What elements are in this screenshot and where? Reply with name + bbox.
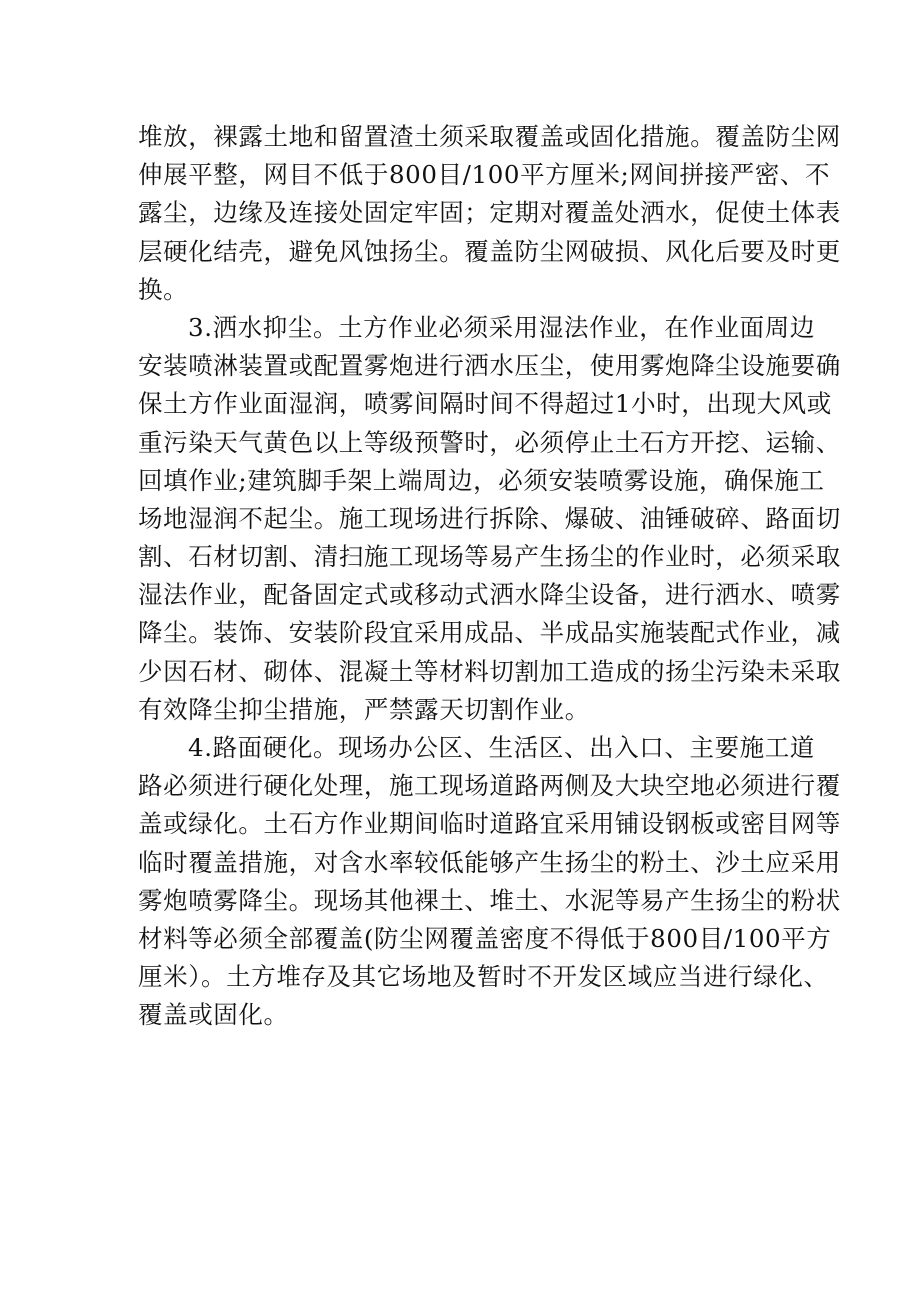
text-line: 材料等必须全部覆盖(防尘网覆盖密度不得低于800目/100平方 bbox=[138, 923, 832, 953]
text-line: 场地湿润不起尘。施工现场进行拆除、爆破、油锤破碎、路面切 bbox=[138, 503, 841, 533]
text-line: 雾炮喷雾降尘。现场其他裸土、堆土、水泥等易产生扬尘的粉状 bbox=[138, 885, 841, 915]
text-line: 回填作业;建筑脚手架上端周边，必须安装喷雾设施，确保施工 bbox=[138, 465, 825, 495]
text-line: 降尘。装饰、安装阶段宜采用成品、半成品实施装配式作业，减 bbox=[138, 618, 841, 648]
text-line: 伸展平整，网目不低于800目/100平方厘米;网间拼接严密、不 bbox=[138, 160, 831, 190]
section-3-heading-line: 3.洒水抑尘。土方作业必须采用湿法作业，在作业面周边 bbox=[188, 312, 815, 342]
text-line: 覆盖或固化。 bbox=[138, 1000, 289, 1030]
section-4-heading-line: 4.路面硬化。现场办公区、生活区、出入口、主要施工道 bbox=[188, 733, 815, 762]
text-line: 临时覆盖措施，对含水率较低能够产生扬尘的粉土、沙土应采用 bbox=[138, 847, 841, 877]
text-line: 厘米）。土方堆存及其它场地及暂时不开发区域应当进行绿化、 bbox=[138, 962, 829, 992]
text-line: 保土方作业面湿润，喷雾间隔时间不得超过1小时，出现大风或 bbox=[138, 389, 832, 419]
text-line: 重污染天气黄色以上等级预警时，必须停止土石方开挖、运输、 bbox=[138, 427, 841, 457]
text-line: 少因石材、砌体、混凝土等材料切割加工造成的扬尘污染未采取 bbox=[138, 656, 841, 686]
text-line: 割、石材切割、清扫施工现场等易产生扬尘的作业时，必须采取 bbox=[138, 542, 841, 572]
text-line: 换。 bbox=[138, 274, 189, 304]
text-line: 层硬化结壳，避免风蚀扬尘。覆盖防尘网破损、风化后要及时更 bbox=[138, 236, 841, 266]
text-line: 安装喷淋装置或配置雾炮进行洒水压尘，使用雾炮降尘设施要确 bbox=[138, 351, 841, 381]
text-line: 盖或绿化。土石方作业期间临时道路宜采用铺设钢板或密目网等 bbox=[138, 809, 841, 839]
text-line: 有效降尘抑尘措施，严禁露天切割作业。 bbox=[138, 694, 590, 724]
document-body bbox=[138, 118, 841, 1035]
text-line: 露尘，边缘及连接处固定牢固；定期对覆盖处洒水，促使土体表 bbox=[138, 198, 841, 228]
text-line: 湿法作业，配备固定式或移动式洒水降尘设备，进行洒水、喷雾 bbox=[138, 580, 841, 610]
text-line: 路必须进行硬化处理，施工现场道路两侧及大块空地必须进行覆 bbox=[138, 771, 841, 801]
text-line: 堆放，裸露土地和留置渣土须采取覆盖或固化措施。覆盖防尘网 bbox=[138, 122, 841, 151]
